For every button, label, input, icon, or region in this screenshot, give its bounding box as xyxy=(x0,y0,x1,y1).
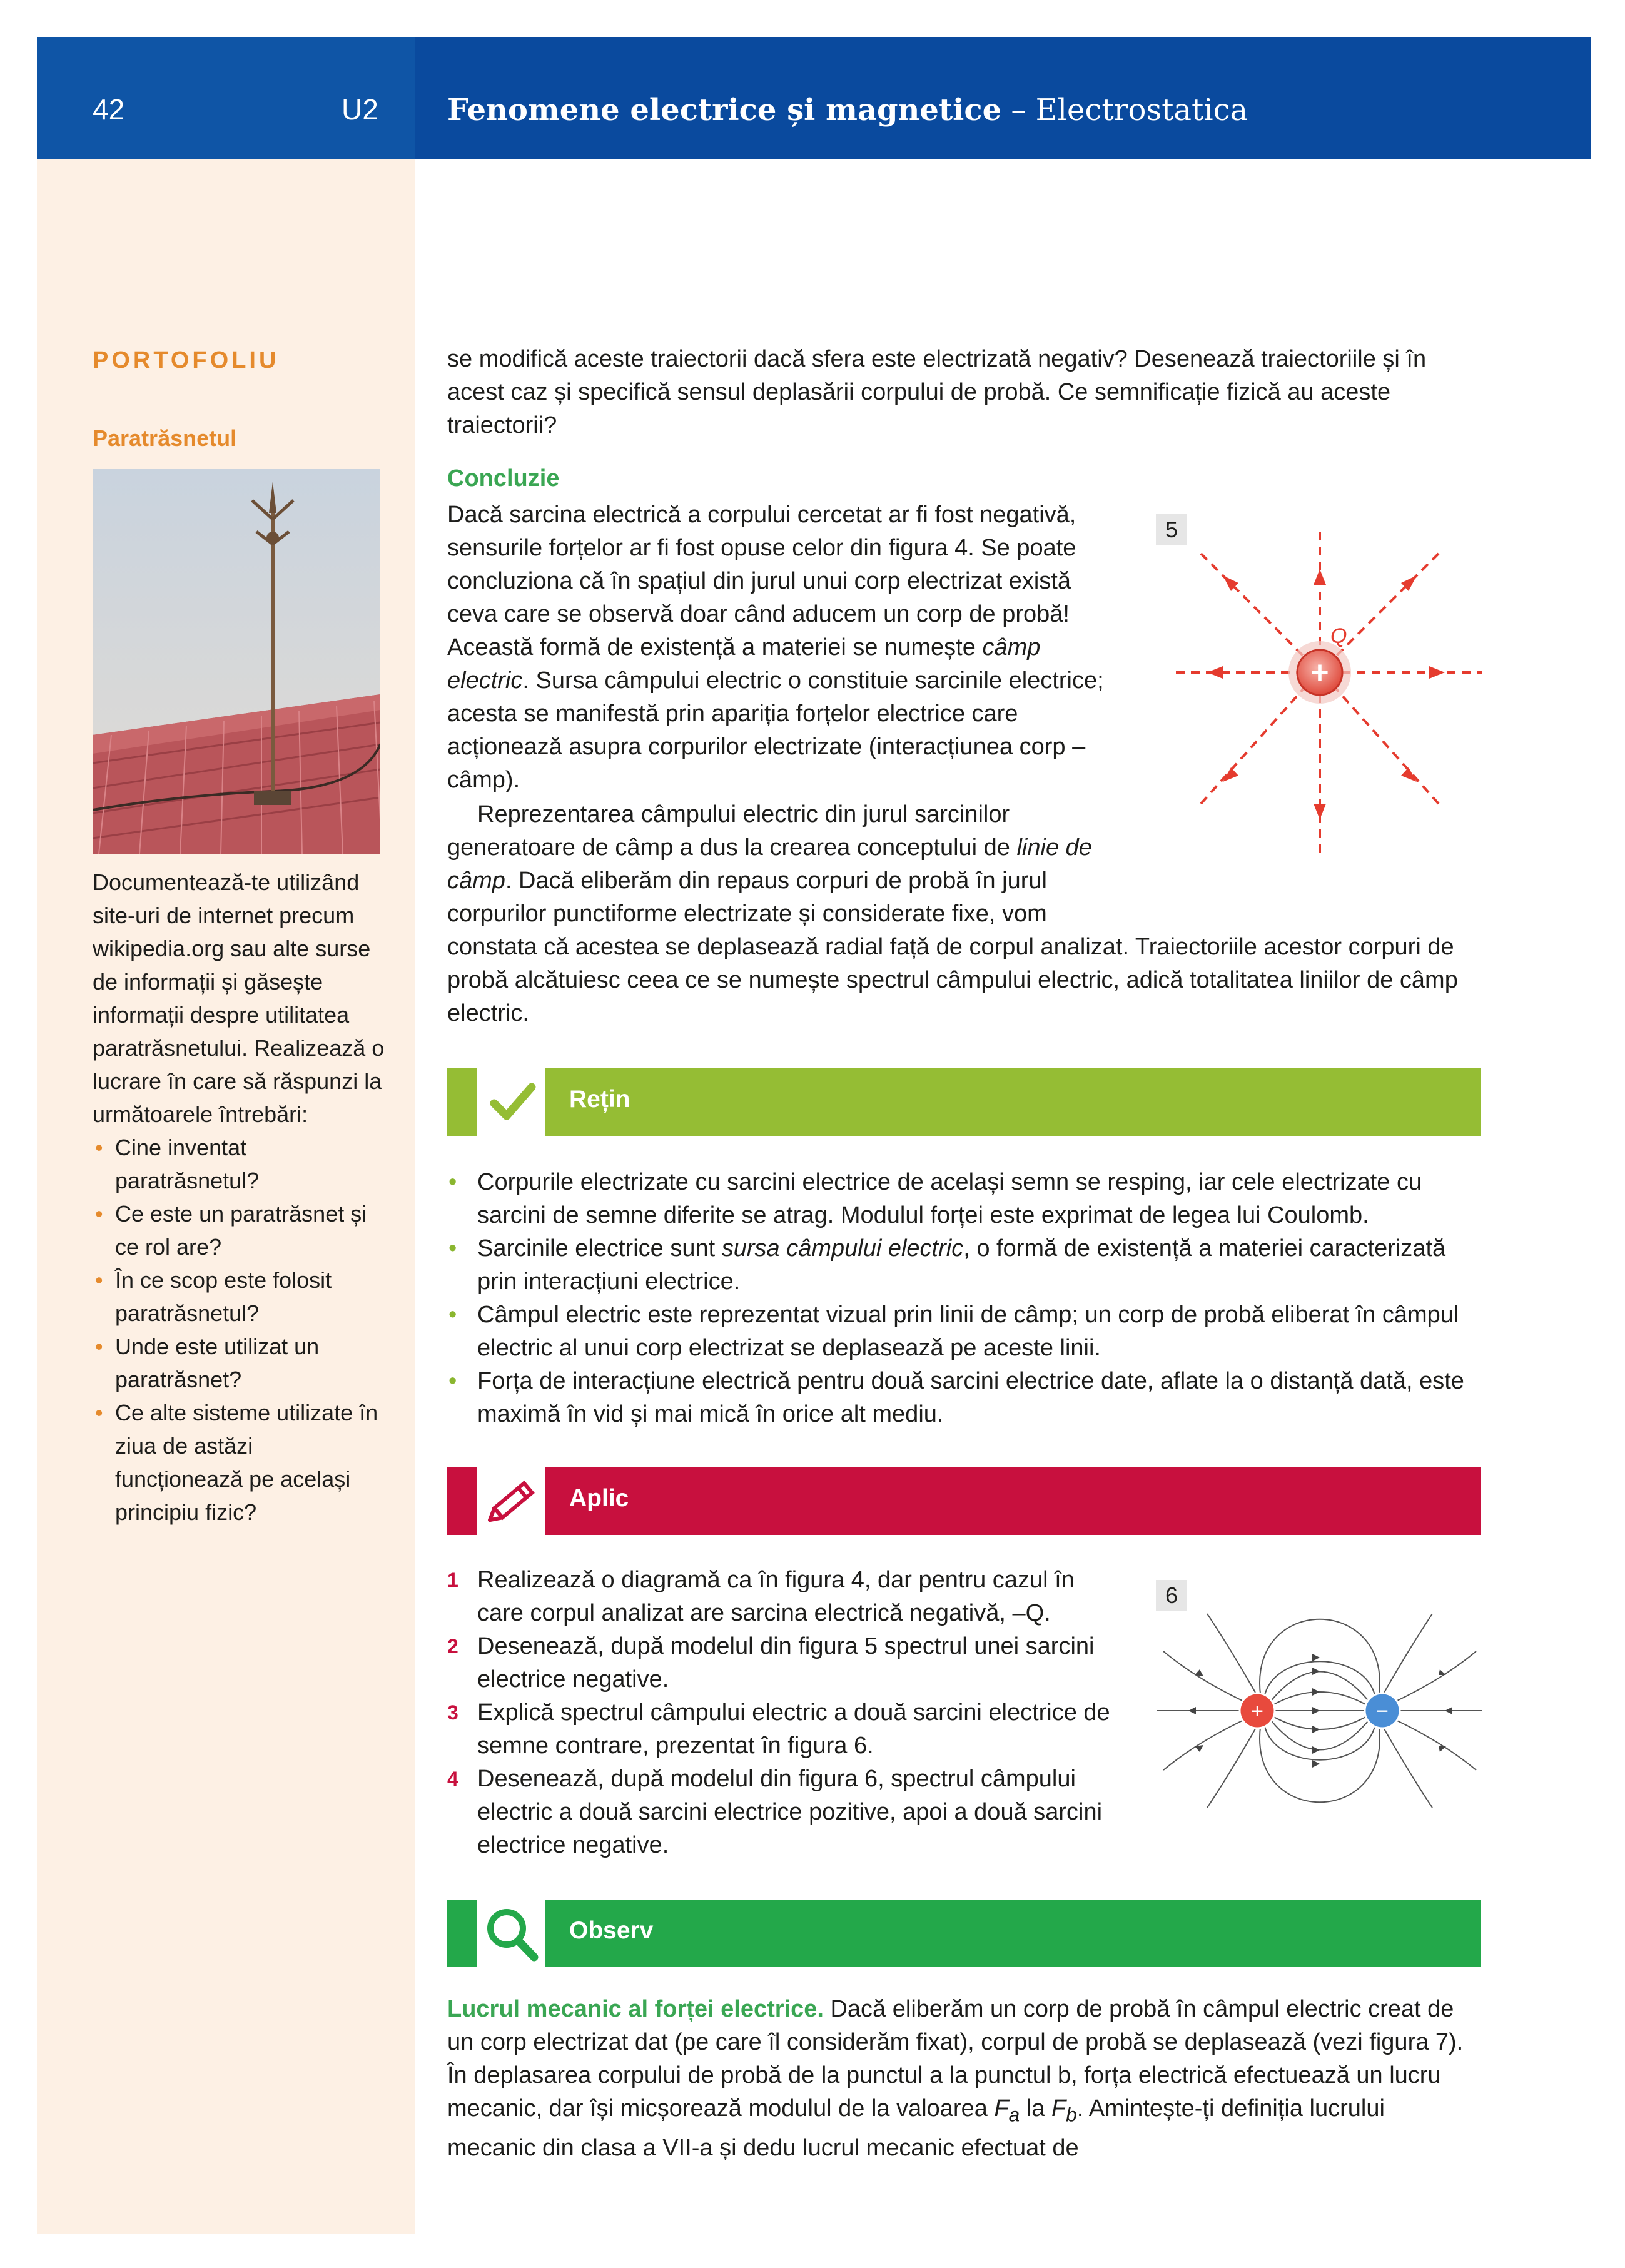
figure-6-negative-sign: − xyxy=(1376,1699,1389,1723)
figure-6-number: 6 xyxy=(1156,1580,1187,1611)
list-item: • Ce alte sisteme utilizate în ziua de astăzi funcționează pe același principiu fizic? xyxy=(93,1396,387,1529)
page-number: 42 xyxy=(93,93,125,126)
retin-list xyxy=(447,1166,1482,1431)
figure-6-positive-sign: + xyxy=(1251,1699,1263,1723)
observ-label: Observ xyxy=(569,1917,654,1944)
spectrum-paragraph-continued: constata că acestea se deplasează radial față de corpul analizat. Traiectoriile acestor corpuri de probă alcătuiesc ceea ce se numește spectrul câmpului electric, adică totalitatea liniilor de câmp electric. xyxy=(447,934,1458,1026)
conclusion-text: Dacă sarcina electrică a corpului cercetat ar fi fost negativă, sensurile forțelor ar fi fost opuse celor din figura 4. Se poate concluziona că în spațiul din jurul unui corp electrizat există ceva care se observă doar când aducem un corp de probă! Această formă de existență a materiei se numește xyxy=(447,502,1076,661)
list-item: • Sarcinile electrice sunt sursa câmpului electric, o formă de existență a materiei caracterizată prin interacțiuni electrice. xyxy=(447,1232,1482,1299)
aplic-label: Aplic xyxy=(569,1485,629,1512)
figure-6-dipole-field xyxy=(1151,1607,1489,1814)
item-number: 2 xyxy=(447,1635,458,1658)
work-text-a: Dacă eliberăm un corp de probă în câmpul electric creat de un corp electrizat dat (pe care îl considerăm fixat), corpul de probă se deplasează (vezi figura 7). În deplasarea corpului de probă de la punctul a la punctul b, forța electrică efectuează un lucru mecanic, dar își micșorează modulul de la valoarea xyxy=(447,1996,1464,2122)
spectrum-emphasis: linie de câmp xyxy=(447,834,1092,894)
figure-5-charge-label: Q xyxy=(1330,624,1347,648)
retin-tab xyxy=(447,1068,477,1136)
figure-5-number: 5 xyxy=(1156,514,1187,545)
item-number: 4 xyxy=(447,1768,458,1790)
item-text: Explică spectrul câmpului electric a două sarcini electrice de semne contrare, prezentat în figura 6. xyxy=(477,1699,1110,1759)
list-item: • Unde este utilizat un paratrăsnet? xyxy=(93,1330,387,1396)
lightning-rod-photo xyxy=(93,469,380,854)
list-item: • În ce scop este folosit paratrăsnetul? xyxy=(93,1263,387,1330)
pencil-icon xyxy=(477,1467,548,1535)
conclusion-title: Concluzie xyxy=(447,465,560,492)
portfolio-instructions: Documentează-te utilizând site-uri de internet precum wikipedia.org sau alte surse de informații și găsește informații despre utilitatea paratrăsnetului. Realizează o lucrare în care să răspunzi la următoarele întrebări: xyxy=(93,869,385,1127)
list-item: • Forța de interacțiune electrică pentru două sarcini electrice date, aflate la o distanță dată, este maximă în vid și mai mică în orice alt mediu. xyxy=(447,1365,1482,1431)
retin-label: Rețin xyxy=(569,1086,630,1113)
list-item: • Corpurile electrizate cu sarcini electrice de același semn se resping, iar cele electrizate cu sarcini de semne diferite se atrag. Modulul forței este exprimat de legea lui Coulomb. xyxy=(447,1166,1482,1232)
force-b-subscript: b xyxy=(1066,2103,1077,2126)
spectrum-paragraph xyxy=(447,798,1126,931)
portfolio-questions xyxy=(93,1131,387,1529)
retin-emphasis: sursa câmpului electric xyxy=(721,1235,964,1262)
list-item: • Ce este un paratrăsnet și ce rol are? xyxy=(93,1197,387,1263)
conclusion-text-end: . Sursa câmpului electric o constituie sarcinile electrice; acesta se manifestă prin apariția forțelor electrice care acționează asupra corpurilor electrizate (interacțiunea corp – câmp). xyxy=(447,667,1104,793)
magnifier-icon xyxy=(477,1900,548,1967)
conclusion-emphasis: câmp electric xyxy=(447,634,1041,694)
observ-icon-box xyxy=(477,1900,548,1967)
chapter-title-rest: – Electrostatica xyxy=(1001,93,1248,128)
work-paragraph xyxy=(447,1993,1479,2165)
unit-label: U2 xyxy=(342,93,378,126)
list-item: • Cine inventat paratrăsnetul? xyxy=(93,1131,387,1197)
intro-paragraph: se modifică aceste traiectorii dacă sfera este electrizată negativ? Desenează traiectoriile și în acest caz și specifică sensul deplasării corpului de probă. Ce semnificație fizică au aceste traiectorii? xyxy=(447,346,1427,438)
figure-5-radial-field xyxy=(1176,525,1489,863)
chapter-title xyxy=(447,93,1248,128)
aplic-icon-box xyxy=(477,1467,548,1535)
item-number: 3 xyxy=(447,1701,458,1724)
force-b-base: F xyxy=(1051,2095,1066,2122)
retin-bar xyxy=(545,1068,1481,1136)
aplic-tab xyxy=(447,1467,477,1535)
portfolio-heading: PORTOFOLIU xyxy=(93,347,280,373)
work-text-c: . Amintește-ți definiția lucrului mecanic din clasa a VII-a și dedu lucrul mecanic efectuat de xyxy=(447,2095,1385,2161)
work-text-b: la xyxy=(1020,2095,1051,2122)
force-b-sub xyxy=(1066,2103,1077,2126)
aplic-list xyxy=(447,1564,1126,1862)
list-item: • Câmpul electric este reprezentat vizual prin linii de câmp; un corp de probă eliberat în câmpul electric al unui corp electrizat se deplasează pe aceste linii. xyxy=(447,1299,1482,1365)
item-text: Realizează o diagramă ca în figura 4, dar pentru cazul în care corpul analizat are sarcina electrică negativă, –Q. xyxy=(477,1567,1075,1626)
item-text: Desenează, după modelul din figura 5 spectrul unei sarcini electrice negative. xyxy=(477,1633,1095,1693)
list-item xyxy=(447,1630,1126,1696)
aplic-bar xyxy=(545,1467,1481,1535)
force-a-subscript: a xyxy=(1008,2103,1020,2126)
item-text: Desenează, după modelul din figura 6, spectrul câmpului electric a două sarcini electrice pozitive, apoi a două sarcini electrice negative. xyxy=(477,1766,1103,1858)
figure-5-charge-sign: + xyxy=(1310,655,1329,690)
observ-tab xyxy=(447,1900,477,1967)
portfolio-subheading: Paratrăsnetul xyxy=(93,425,237,451)
force-a-sub xyxy=(1009,2103,1020,2126)
spectrum-text-end: . Dacă eliberăm din repaus corpuri de probă în jurul corpurilor punctiforme electrizate și considerate fixe, vom xyxy=(447,868,1047,927)
work-title: Lucrul mecanic al forței electrice. xyxy=(447,1996,824,2022)
retin-icon-box xyxy=(477,1068,548,1136)
conclusion-paragraph xyxy=(447,499,1126,797)
chapter-title-bold: Fenomene electrice și magnetice xyxy=(447,93,1002,128)
observ-bar xyxy=(545,1900,1481,1967)
list-item xyxy=(447,1763,1126,1862)
item-number: 1 xyxy=(447,1569,458,1591)
list-item xyxy=(447,1564,1126,1630)
spectrum-text: Reprezentarea câmpului electric din jurul sarcinilor generatoare de câmp a dus la crearea conceptului de xyxy=(447,801,1017,861)
force-a-base: F xyxy=(994,2095,1009,2122)
checkmark-icon xyxy=(477,1068,548,1136)
list-item xyxy=(447,1696,1126,1763)
